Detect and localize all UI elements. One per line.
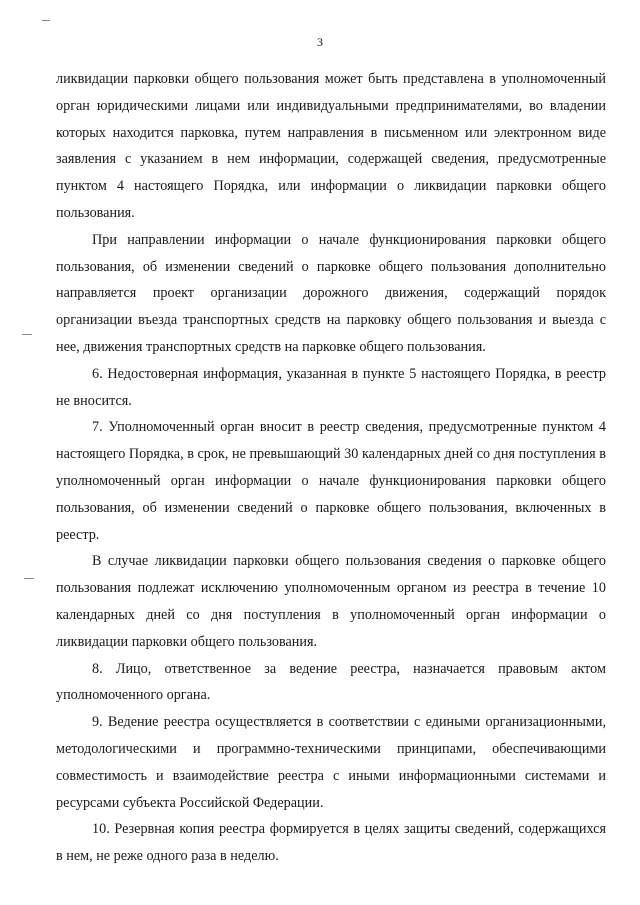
paragraph-item-8: 8. Лицо, ответственное за ведение реестра, назначается правовым актом уполномоченного органа. (56, 660, 606, 704)
paragraph: При направлении информации о начале функционирования парковки общего пользования, об изменении сведений о парковке общего пользования дополнительно направляется проект организации дорожного движения, содержащий порядок организации въезда транспортных средств на парковку общего пользования и выезда с нее, движения транспортных средств на парковке общего пользования. (56, 231, 606, 355)
paragraph-item-7: 7. Уполномоченный орган вносит в реестр сведения, предусмотренные пунктом 4 настоящего Порядка, в срок, не превышающий 30 календарных дней со дня поступления в уполномоченный орган информации о начале функционирования парковки общего пользования, об изменении сведений о парковке общего пользования, включенных в реестр. (56, 419, 606, 543)
page-number: 3 (317, 35, 323, 49)
scan-artifact (42, 20, 50, 21)
paragraph-item-9: 9. Ведение реестра осуществляется в соответствии с едиными организационными, методологическими и программно-техническими принципами, обеспечивающими совместимость и взаимодействие реестра с иными информационными системами и ресурсами субъекта Российской Федерации. (56, 714, 606, 811)
scan-artifact (24, 578, 34, 579)
paragraph-item-6: 6. Недостоверная информация, указанная в пункте 5 настоящего Порядка, в реестр не вносится. (56, 365, 606, 409)
paragraph: ликвидации парковки общего пользования может быть представлена в уполномоченный орган юридическими лицами или индивидуальными предпринимателями, во владении которых находится парковка, путем направления в письменном или электронном виде заявления с указанием в нем информации, содержащей сведения, предусмотренные пунктом 4 настоящего Порядка, или информации о ликвидации парковки общего пользования. (56, 71, 606, 221)
scan-artifact (22, 334, 32, 335)
paragraph: В случае ликвидации парковки общего пользования сведения о парковке общего пользования подлежат исключению уполномоченным органом из реестра в течение 10 календарных дней со дня поступления в уполномоченный орган информации о ликвидации парковки общего пользования. (56, 553, 606, 650)
paragraph-item-10: 10. Резервная копия реестра формируется в целях защиты сведений, содержащихся в нем, не реже одного раза в неделю. (56, 821, 606, 865)
document-body (56, 66, 606, 870)
